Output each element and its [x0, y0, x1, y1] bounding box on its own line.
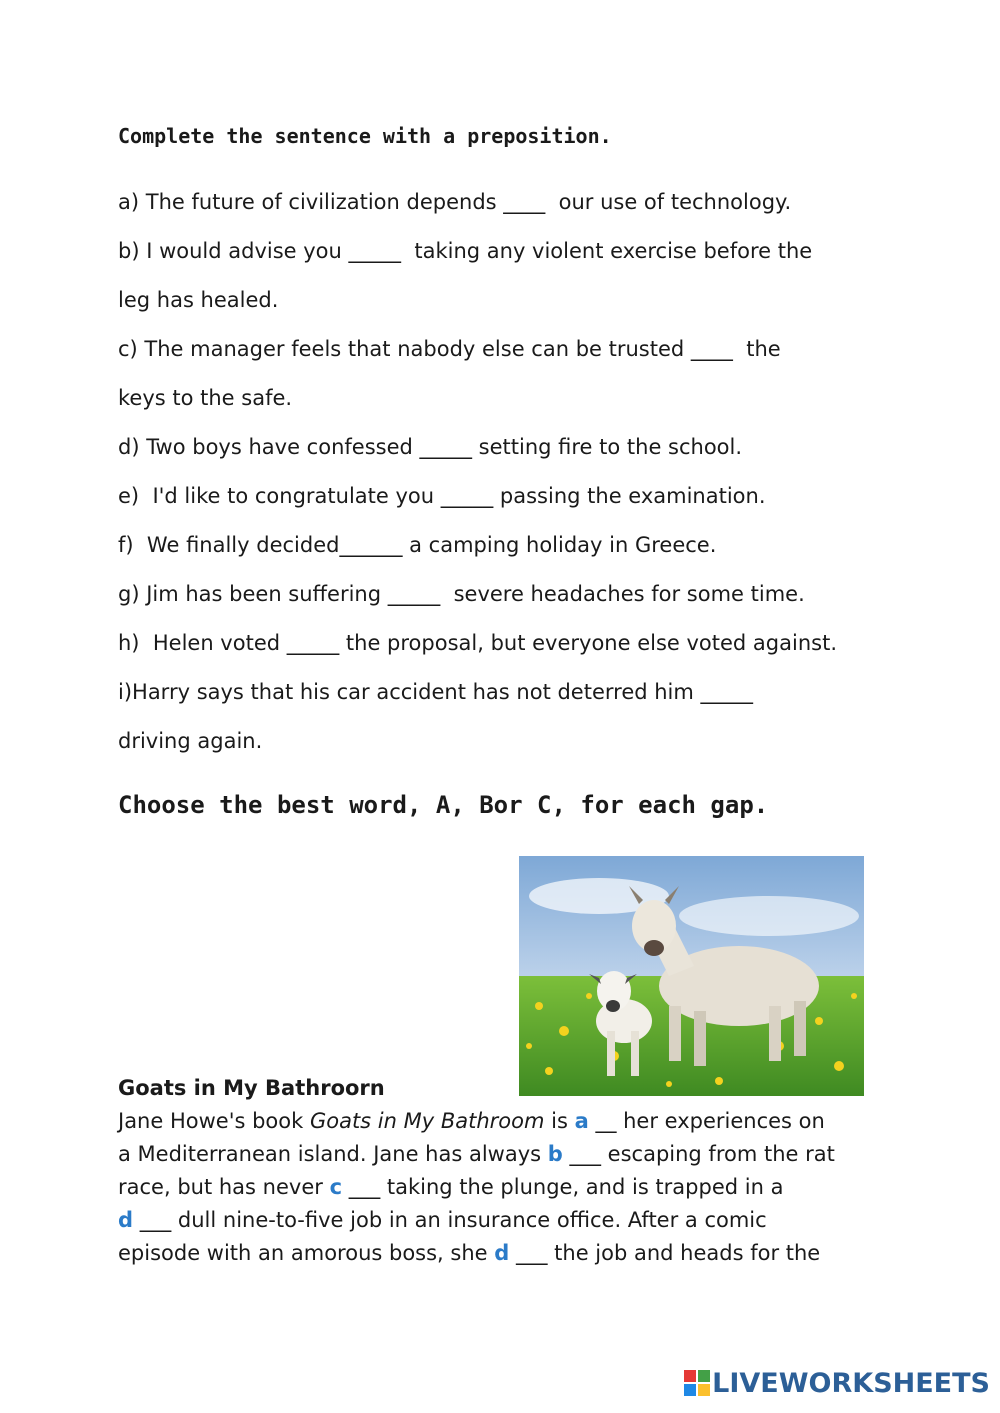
exercise-line-i-cont: driving again.: [118, 729, 263, 753]
exercise-line-c-cont: keys to the safe.: [118, 386, 293, 410]
exercise-line-d: d) Two boys have confessed _____ setting fire to the school.: [118, 435, 743, 459]
liveworksheets-brand: [684, 1368, 990, 1399]
exercise-line-e: e) I'd like to congratulate you _____ passing the examination.: [118, 484, 766, 508]
liveworksheets-logo-icon: [684, 1370, 712, 1398]
section-1-title: Complete the sentence with a preposition.: [118, 124, 612, 148]
gap-a-marker: a: [574, 1109, 589, 1133]
gap-d-marker: d: [118, 1208, 134, 1232]
exercise-line-f: f) We finally decided______ a camping holiday in Greece.: [118, 533, 717, 557]
exercise-line-h: h) Helen voted _____ the proposal, but everyone else voted against.: [118, 631, 837, 655]
goats-photo: [519, 856, 864, 1096]
section-2-title: Choose the best word, A, Bor C, for each gap.: [118, 791, 769, 819]
story-title: Goats in My Bathroorn: [118, 1076, 385, 1100]
story-line-1: Jane Howe's book Goats in My Bathroom is a __ her experiences on: [118, 1109, 825, 1133]
exercise-line-c: c) The manager feels that nabody else can be trusted ____ the: [118, 337, 781, 361]
exercise-line-b: b) I would advise you _____ taking any violent exercise before the: [118, 239, 813, 263]
story-line-2: a Mediterranean island. Jane has always b ___ escaping from the rat: [118, 1142, 835, 1166]
brand-label: LIVEWORKSHEETS: [712, 1368, 990, 1399]
gap-c-marker: c: [329, 1175, 343, 1199]
story-line-5: episode with an amorous boss, she d ___ the job and heads for the: [118, 1241, 821, 1265]
story-line-4: d ___ dull nine-to-five job in an insurance office. After a comic: [118, 1208, 767, 1232]
exercise-line-a: a) The future of civilization depends ____ our use of technology.: [118, 190, 792, 214]
story-line-3: race, but has never c ___ taking the plunge, and is trapped in a: [118, 1175, 784, 1199]
exercise-line-g: g) Jim has been suffering _____ severe headaches for some time.: [118, 582, 805, 606]
gap-b-marker: b: [547, 1142, 563, 1166]
exercise-line-i: i)Harry says that his car accident has not deterred him _____: [118, 680, 754, 704]
exercise-line-b-cont: leg has healed.: [118, 288, 279, 312]
gap-d2-marker: d: [494, 1241, 510, 1265]
